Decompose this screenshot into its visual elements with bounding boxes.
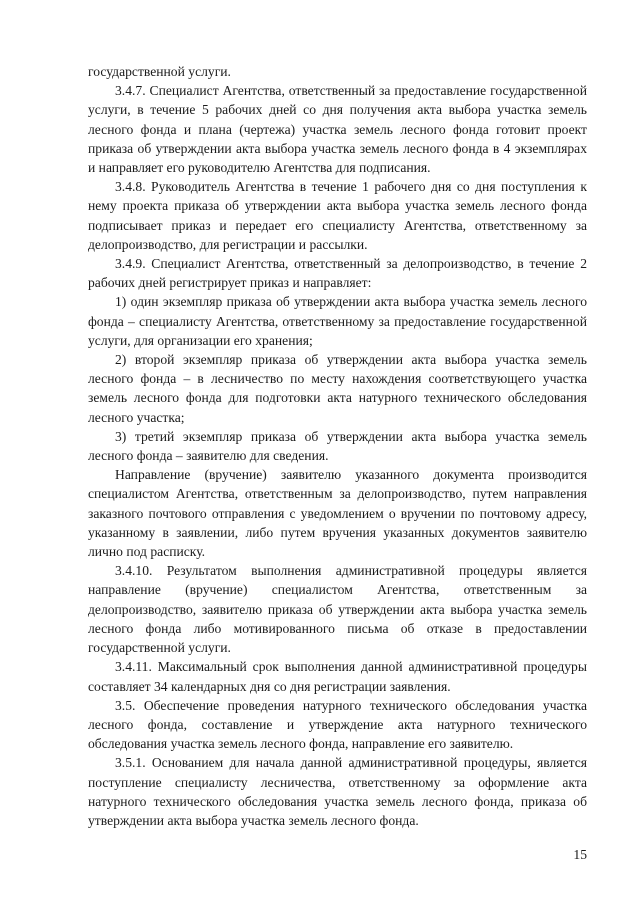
- paragraph-continuation: государственной услуги.: [88, 64, 231, 79]
- paragraph-3-4-8: 3.4.8. Руководитель Агентства в течение 1 рабочего дня со дня поступления к нему проекта приказа об утверждении акта выбора участка земель лесного фонда подписывает приказ и передает его специалисту Агентства, ответственному за делопроизводство, для регистрации и рассылки.: [88, 179, 587, 252]
- paragraph-3-4-7: 3.4.7. Специалист Агентства, ответственный за предоставление государственной услуги, в течение 5 рабочих дней со дня получения акта выбора участка земель лесного фонда и плана (чертежа) участка земель лесного фонда готовит проект приказа об утверждении акта выбора участка земель лесного фонда в 4 экземплярах и направляет его руководителю Агентства для подписания.: [88, 83, 587, 176]
- paragraph-3-5: 3.5. Обеспечение проведения натурного технического обследования участка лесного фонда, составление и утверждение акта натурного технического обследования участка земель лесного фонда, направление его заявителю.: [88, 697, 587, 752]
- list-item-3: 3) третий экземпляр приказа об утверждении акта выбора участка земель лесного фонда – заявителю для сведения.: [88, 428, 587, 464]
- list-item-1: 1) один экземпляр приказа об утверждении акта выбора участка земель лесного фонда – специалисту Агентства, ответственному за предоставление государственной услуги, для организации его хранения;: [88, 294, 587, 348]
- list-item-2: 2) второй экземпляр приказа об утверждении акта выбора участка земель лесного фонда – в лесничество по месту нахождения соответствующего участка земель лесного фонда для подготовки акта натурного технического обследования лесного участка;: [88, 352, 587, 425]
- paragraph-3-4-11: 3.4.11. Максимальный срок выполнения данной административной процедуры составляет 34 календарных дня со дня регистрации заявления.: [88, 659, 587, 694]
- paragraph-3-5-1: 3.5.1. Основанием для начала данной административной процедуры, является поступление специалисту лесничества, ответственному за оформление акта натурного технического обследования участка земель лесного фонда, приказа об утверждении акта выбора участка земель лесного фонда.: [88, 755, 587, 828]
- paragraph-delivery: Направление (вручение) заявителю указанного документа производится специалистом Агентства, ответственным за делопроизводство, путем направления заказного почтового отправления с уведомлением о вручении по почтовому адресу, указанному в заявлении, либо путем вручения указанных документов заявителю лично под расписку.: [88, 467, 587, 560]
- document-body: [88, 62, 587, 830]
- page-number: 15: [573, 847, 587, 862]
- paragraph-3-4-10: 3.4.10. Результатом выполнения административной процедуры является направление (вручение) специалистом Агентства, ответственным за делопроизводство, заявителю приказа об утверждении акта выбора участка земель лесного фонда либо мотивированного письма об отказе в предоставлении государственной услуги.: [88, 563, 587, 656]
- paragraph-3-4-9: 3.4.9. Специалист Агентства, ответственный за делопроизводство, в течение 2 рабочих дней регистрирует приказ и направляет:: [88, 256, 587, 291]
